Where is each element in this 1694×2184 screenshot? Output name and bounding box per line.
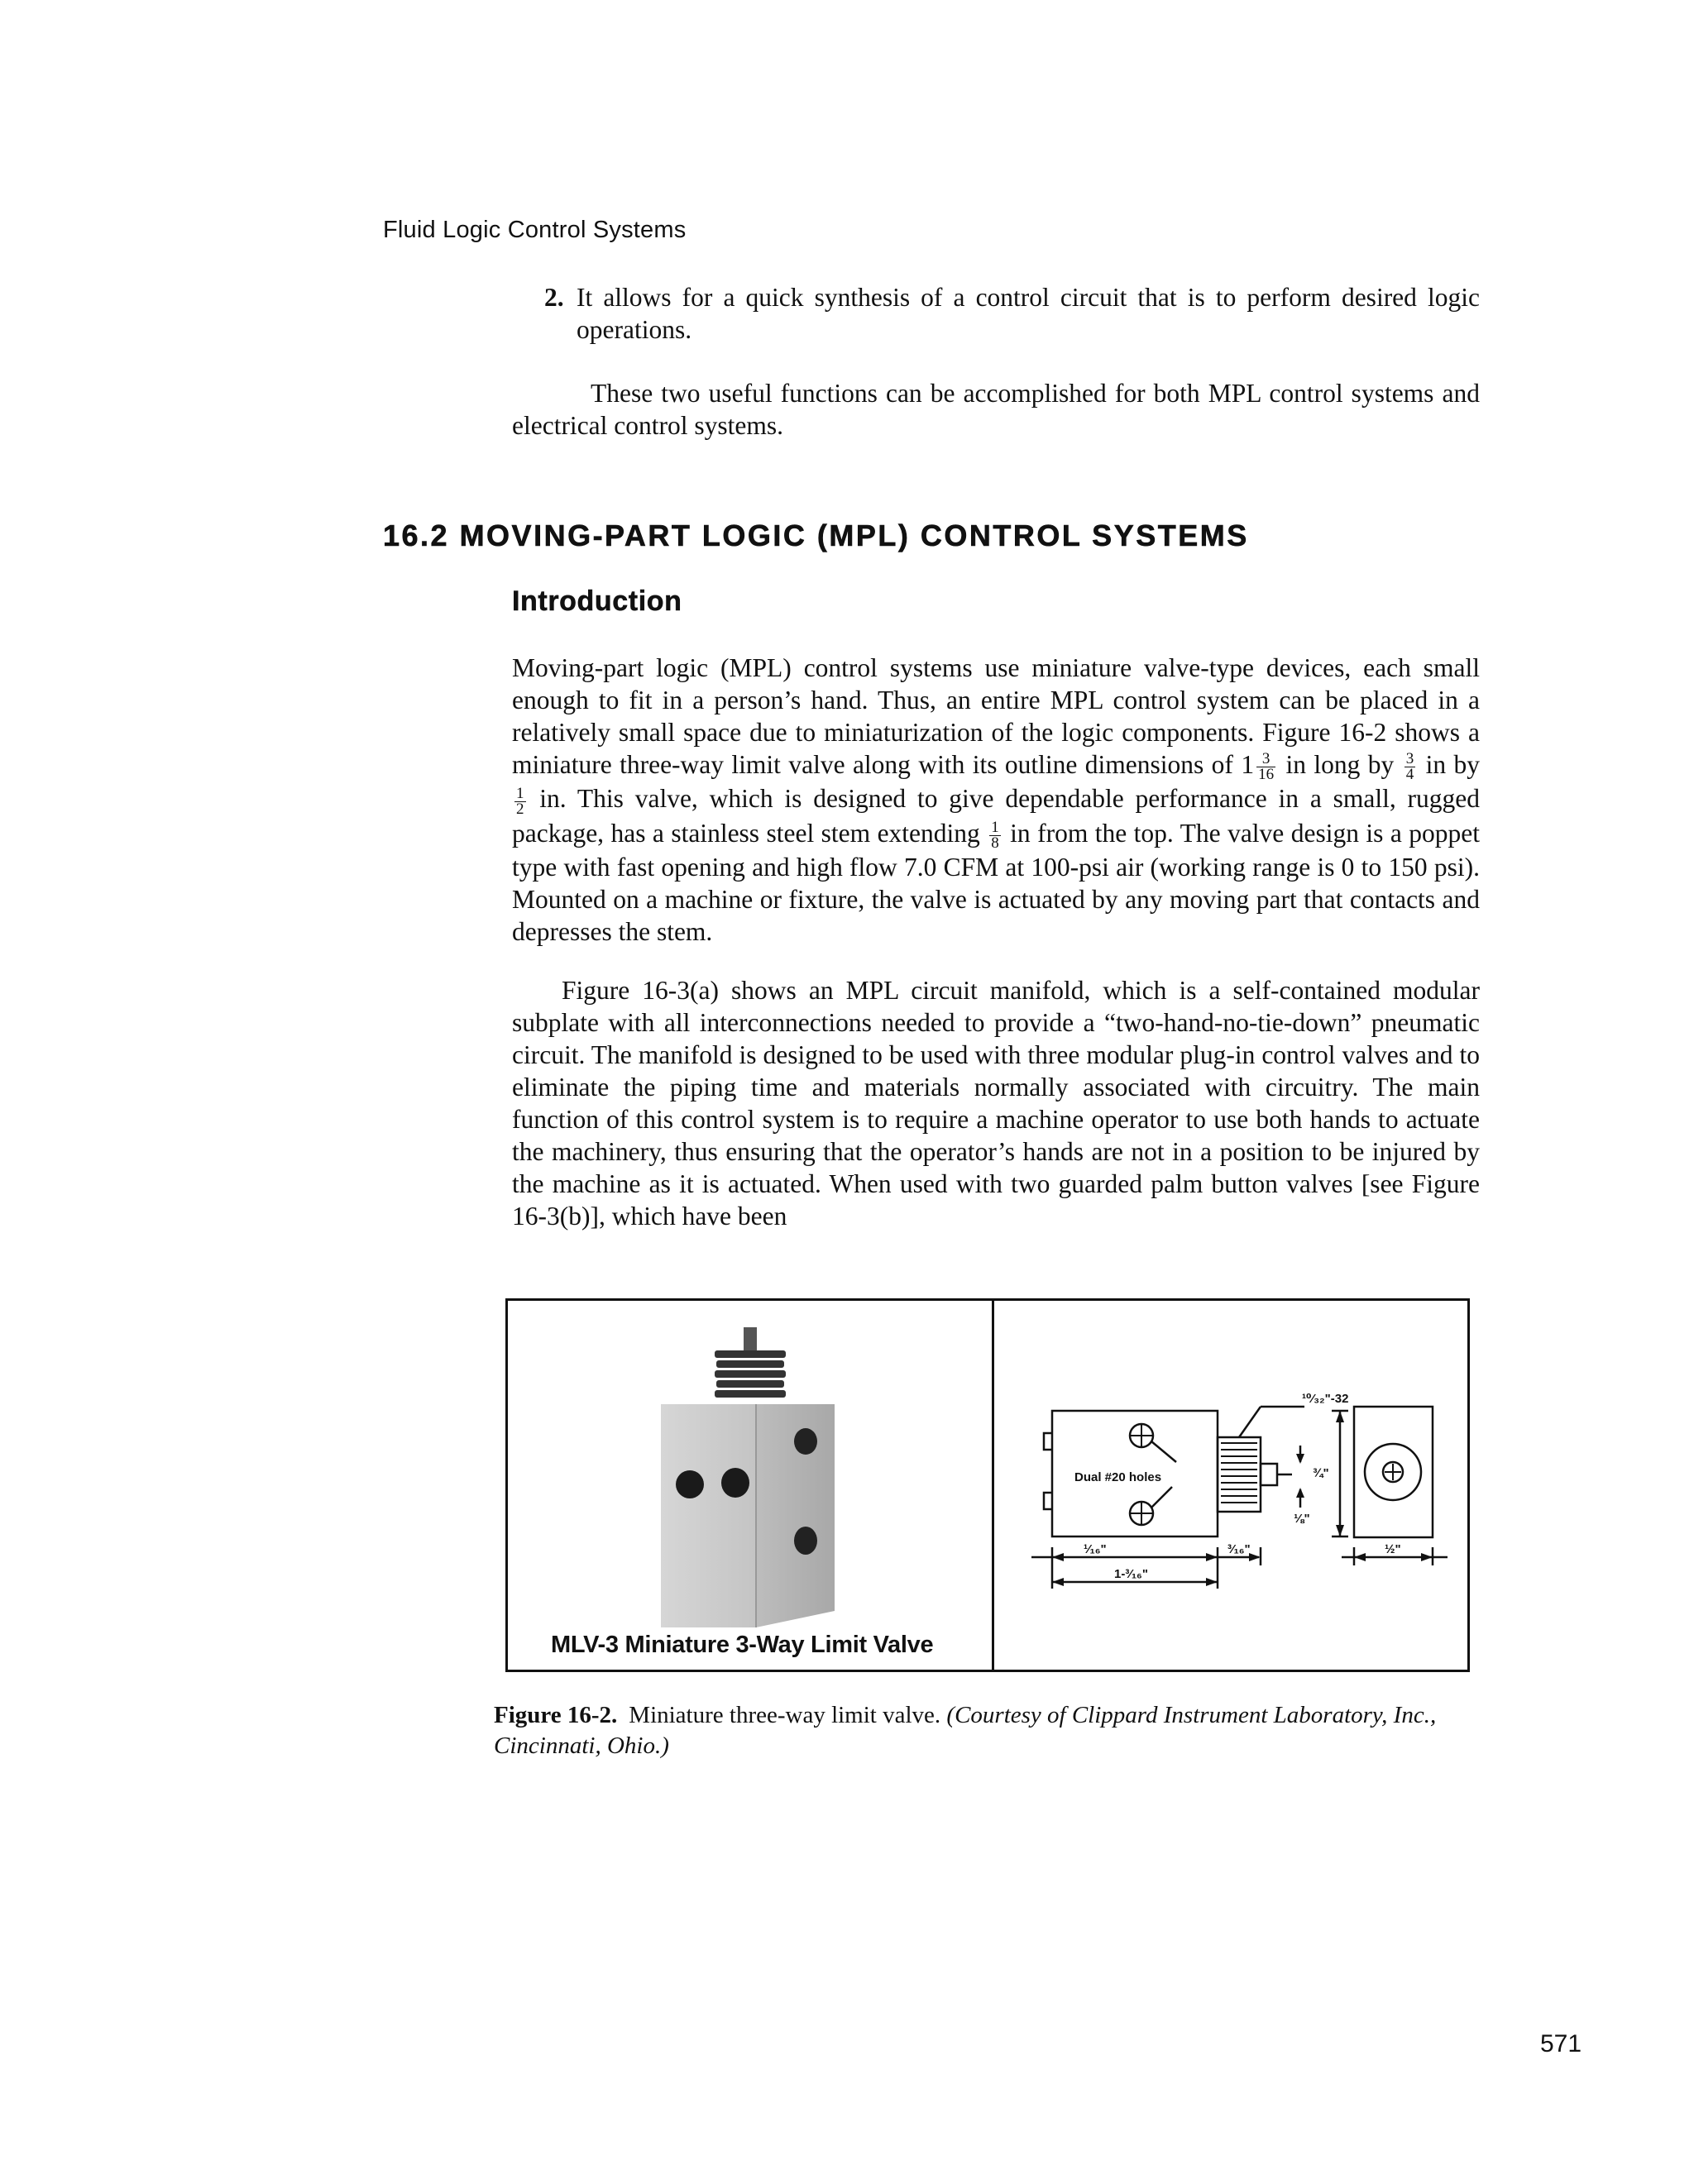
drawing-label-thread-length: ³⁄₁₆" — [1227, 1542, 1251, 1556]
drawing-label-holes: Dual #20 holes — [1074, 1470, 1162, 1484]
drawing-label-stem: ⅛" — [1294, 1512, 1310, 1526]
fraction — [989, 820, 1001, 851]
list-item-2 — [512, 281, 1480, 346]
fraction-denominator: 16 — [1258, 766, 1275, 784]
fraction-denominator: 2 — [516, 800, 524, 818]
fraction — [1256, 752, 1275, 782]
figure-caption-text: Miniature three-way limit valve. — [629, 1702, 941, 1728]
fraction — [1404, 752, 1416, 782]
paragraph-text: in. This valve, which is designed to give dependable performance in a small, rugged package, has a stainless steel stem extending — [512, 784, 1480, 848]
running-head: Fluid Logic Control Systems — [383, 217, 687, 243]
summary-paragraph: These two useful functions can be accomplished for both MPL control systems and electrical control systems. — [512, 379, 1480, 440]
intro-paragraph-1 — [512, 652, 1480, 948]
paragraph-text: in long by — [1278, 750, 1402, 779]
drawing-label-left-offset: ¹⁄₁₆" — [1084, 1542, 1107, 1556]
fraction-numerator: 3 — [1256, 752, 1275, 767]
outline-dimension-drawing — [994, 1301, 1467, 1670]
fraction-denominator: 4 — [1405, 766, 1414, 784]
fraction-denominator: 8 — [991, 834, 999, 852]
page-number: 571 — [1540, 2030, 1582, 2057]
fraction-numerator: 3 — [1405, 750, 1414, 768]
photo-caption: MLV-3 Miniature 3-Way Limit Valve — [551, 1632, 934, 1658]
figure-caption-label: Figure 16-2. — [494, 1702, 618, 1728]
paragraph-text: Moving-part logic (MPL) control systems use miniature valve-type devices, each small enough to fit in a person’s hand. Thus, an entire MPL control system can be placed in a relatively small space due to miniaturization of the logic components. Figure 16-2 shows a miniature three-way limit valve along with its outline dimensions of 1 — [512, 653, 1480, 779]
intro-paragraph-2: Figure 16-3(a) shows an MPL circuit manifold, which is a self-contained modular subplate with all interconnections needed to provide a “two-hand-no-tie-down” pneumatic circuit. The manifold is designed to be used with three modular plug-in control valves and to eliminate the piping time and materials normally associated with circuitry. The main function of this control system is to require a machine operator to use both hands to actuate the machinery, thus ensuring that the operator’s hands are not in a position to be injured by the machine as it is actuated. When used with two guarded palm button valves [see Figure 16-3(b)], which have been — [512, 976, 1480, 1231]
drawing-label-thread: ¹⁰⁄₃₂"-32 — [1302, 1392, 1349, 1406]
subsection-heading: Introduction — [512, 585, 682, 617]
fraction-numerator: 1 — [516, 784, 524, 802]
list-item-text: It allows for a quick synthesis of a control circuit that is to perform desired logic operations. — [577, 283, 1480, 344]
drawing-label-length: 1-³⁄₁₆" — [1114, 1567, 1148, 1581]
paragraph-text: in by — [1418, 750, 1480, 779]
outline-drawing-panel — [994, 1301, 1467, 1670]
valve-photo-illustration — [508, 1301, 992, 1632]
drawing-label-depth: ½" — [1385, 1542, 1401, 1556]
paragraph-text: in from the top. The valve design is a poppet type with fast opening and high flow 7.0 CFM at 100-psi air (working range is 0 to 150 psi). Mounted on a machine or fixture, the valve is actuated by any moving part that contacts and depresses the stem. — [512, 818, 1480, 946]
list-item-number: 2. — [544, 283, 564, 312]
figure-caption — [494, 1700, 1470, 1761]
valve-photo-panel — [508, 1301, 992, 1670]
fraction — [514, 786, 526, 817]
fraction-numerator: 1 — [991, 818, 999, 836]
figure-16-2 — [505, 1298, 1470, 1672]
drawing-label-height: ¾" — [1313, 1466, 1329, 1480]
section-heading: 16.2 MOVING-PART LOGIC (MPL) CONTROL SYSTEMS — [383, 519, 1249, 552]
figure-caption-credit: (Courtesy of Clippard Instrument Laboratory, Inc., Cincinnati, Ohio.) — [494, 1702, 1437, 1759]
